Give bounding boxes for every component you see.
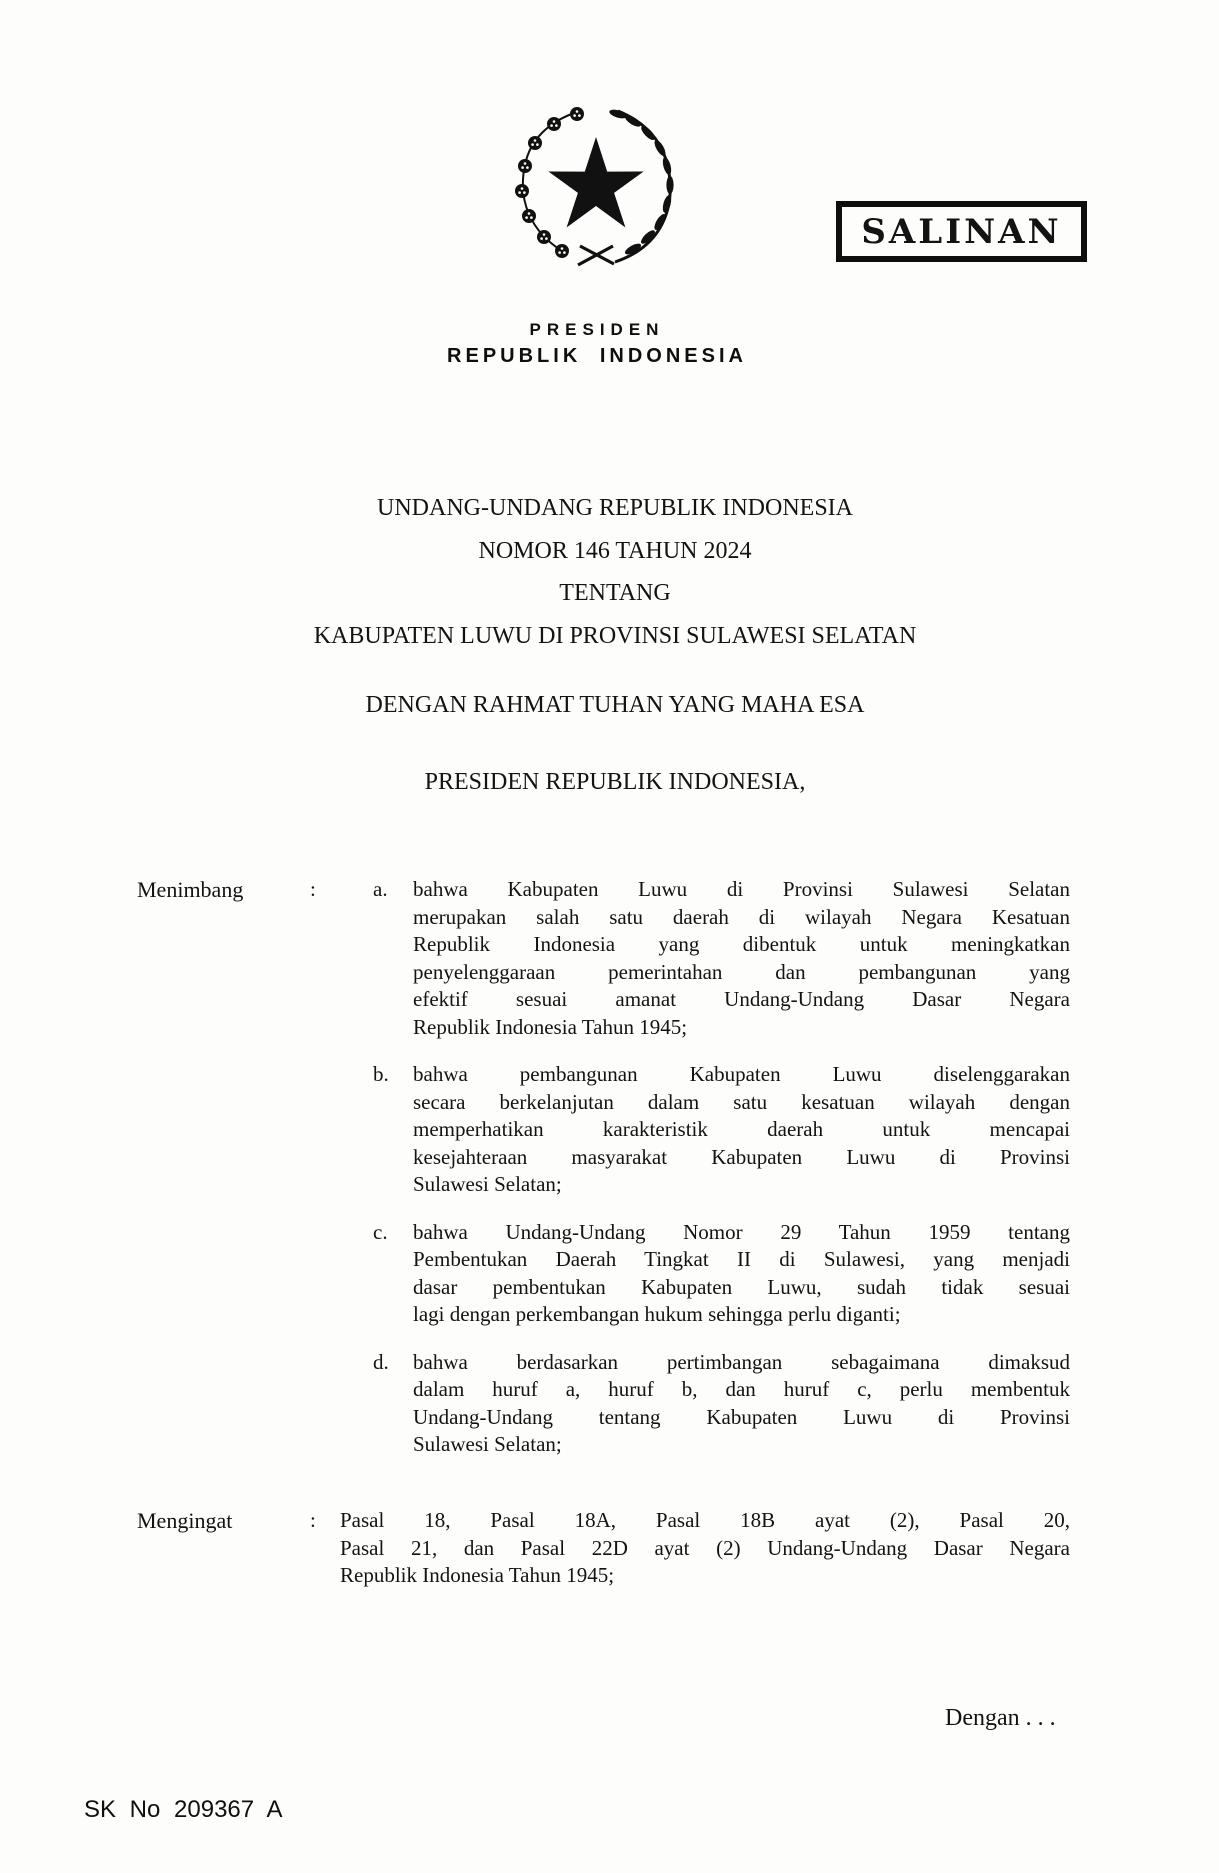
item-line: bahwa berdasarkan pertimbangan sebagaimana dimaksud xyxy=(413,1349,1070,1374)
item-line: bahwa pembangunan Kabupaten Luwu diselenggarakan xyxy=(413,1062,1070,1086)
law-title-block xyxy=(10,487,1219,657)
item-line: Republik Indonesia yang dibentuk untuk meningkatkan xyxy=(413,932,1070,956)
item-line: lagi dengan perkembangan hukum sehingga perlu diganti; xyxy=(413,1302,901,1326)
item-letter: d. xyxy=(373,1349,389,1374)
footer-code: SK No 209367 A xyxy=(84,1796,283,1823)
item-line: kesejahteraan masyarakat Kabupaten Luwu di Provinsi xyxy=(413,1144,1070,1169)
item-line: dalam huruf a, huruf b, dan huruf c, perlu membentuk xyxy=(413,1377,1070,1401)
item-line: bahwa Kabupaten Luwu di Provinsi Sulawesi Selatan xyxy=(413,877,1070,901)
item-letter: a. xyxy=(373,877,388,901)
item-line: memperhatikan karakteristik daerah untuk mencapai xyxy=(413,1117,1070,1141)
mengingat-line: Pasal 18, Pasal 18A, Pasal 18B ayat (2), Pasal 20, xyxy=(340,1508,1070,1532)
presidential-star-wreath-emblem-icon xyxy=(512,97,682,267)
item-line: merupakan salah satu daerah di wilayah Negara Kesatuan xyxy=(413,904,1070,929)
title-line-2: NOMOR 146 TAHUN 2024 xyxy=(478,537,752,564)
item-body xyxy=(413,1061,1070,1199)
item-letter: c. xyxy=(373,1219,388,1244)
title-line-4: KABUPATEN LUWU DI PROVINSI SULAWESI SELATAN xyxy=(313,622,917,649)
item-line: penyelenggaraan pemerintahan dan pembangunan yang xyxy=(413,959,1070,984)
title-line-3: TENTANG xyxy=(559,580,671,606)
item-body xyxy=(413,1349,1070,1459)
mengingat-colon: : xyxy=(310,1508,316,1532)
mengingat-line: Pasal 21, dan Pasal 22D ayat (2) Undang-Undang Dasar Negara xyxy=(340,1535,1070,1560)
invocation-line: DENGAN RAHMAT TUHAN YANG MAHA ESA xyxy=(365,692,865,718)
item-line: efektif sesuai amanat Undang-Undang Dasar Negara xyxy=(413,987,1070,1011)
authority-line: PRESIDEN REPUBLIK INDONESIA, xyxy=(424,769,806,795)
item-body xyxy=(413,1219,1070,1329)
consideration-item-c xyxy=(137,1219,1070,1329)
salinan-stamp-label: SALINAN xyxy=(861,211,1062,252)
consideration-item-d xyxy=(137,1349,1070,1459)
mengingat-line: Republik Indonesia Tahun 1945; xyxy=(340,1563,615,1587)
letterhead xyxy=(397,320,797,368)
consideration-item-a xyxy=(137,876,1070,1041)
item-line: dasar pembentukan Kabupaten Luwu, sudah tidak sesuai xyxy=(413,1274,1070,1299)
item-line: Pembentukan Daerah Tingkat II di Sulawesi, yang menjadi xyxy=(413,1247,1070,1271)
menimbang-section xyxy=(137,876,1070,1479)
item-line: Undang-Undang tentang Kabupaten Luwu di Provinsi xyxy=(413,1404,1070,1429)
item-letter: b. xyxy=(373,1062,389,1086)
item-line: Sulawesi Selatan; xyxy=(413,1172,562,1196)
salinan-stamp xyxy=(836,201,1087,262)
letterhead-republik-indonesia: REPUBLIK INDONESIA xyxy=(447,345,747,367)
letterhead-presiden: PRESIDEN xyxy=(529,320,665,339)
menimbang-label: Menimbang xyxy=(137,877,244,902)
item-line: Sulawesi Selatan; xyxy=(413,1432,562,1456)
item-line: secara berkelanjutan dalam satu kesatuan wilayah dengan xyxy=(413,1089,1070,1114)
menimbang-colon: : xyxy=(310,877,316,901)
mengingat-body xyxy=(340,1507,1070,1590)
mengingat-label: Mengingat xyxy=(137,1508,233,1533)
item-line: Republik Indonesia Tahun 1945; xyxy=(413,1014,688,1039)
mengingat-section xyxy=(137,1507,1070,1590)
item-body xyxy=(413,876,1070,1041)
title-line-1: UNDANG-UNDANG REPUBLIK INDONESIA xyxy=(377,495,853,521)
item-line: bahwa Undang-Undang Nomor 29 Tahun 1959 tentang xyxy=(413,1219,1070,1244)
catchword: Dengan . . . xyxy=(945,1705,1056,1731)
consideration-item-b xyxy=(137,1061,1070,1199)
